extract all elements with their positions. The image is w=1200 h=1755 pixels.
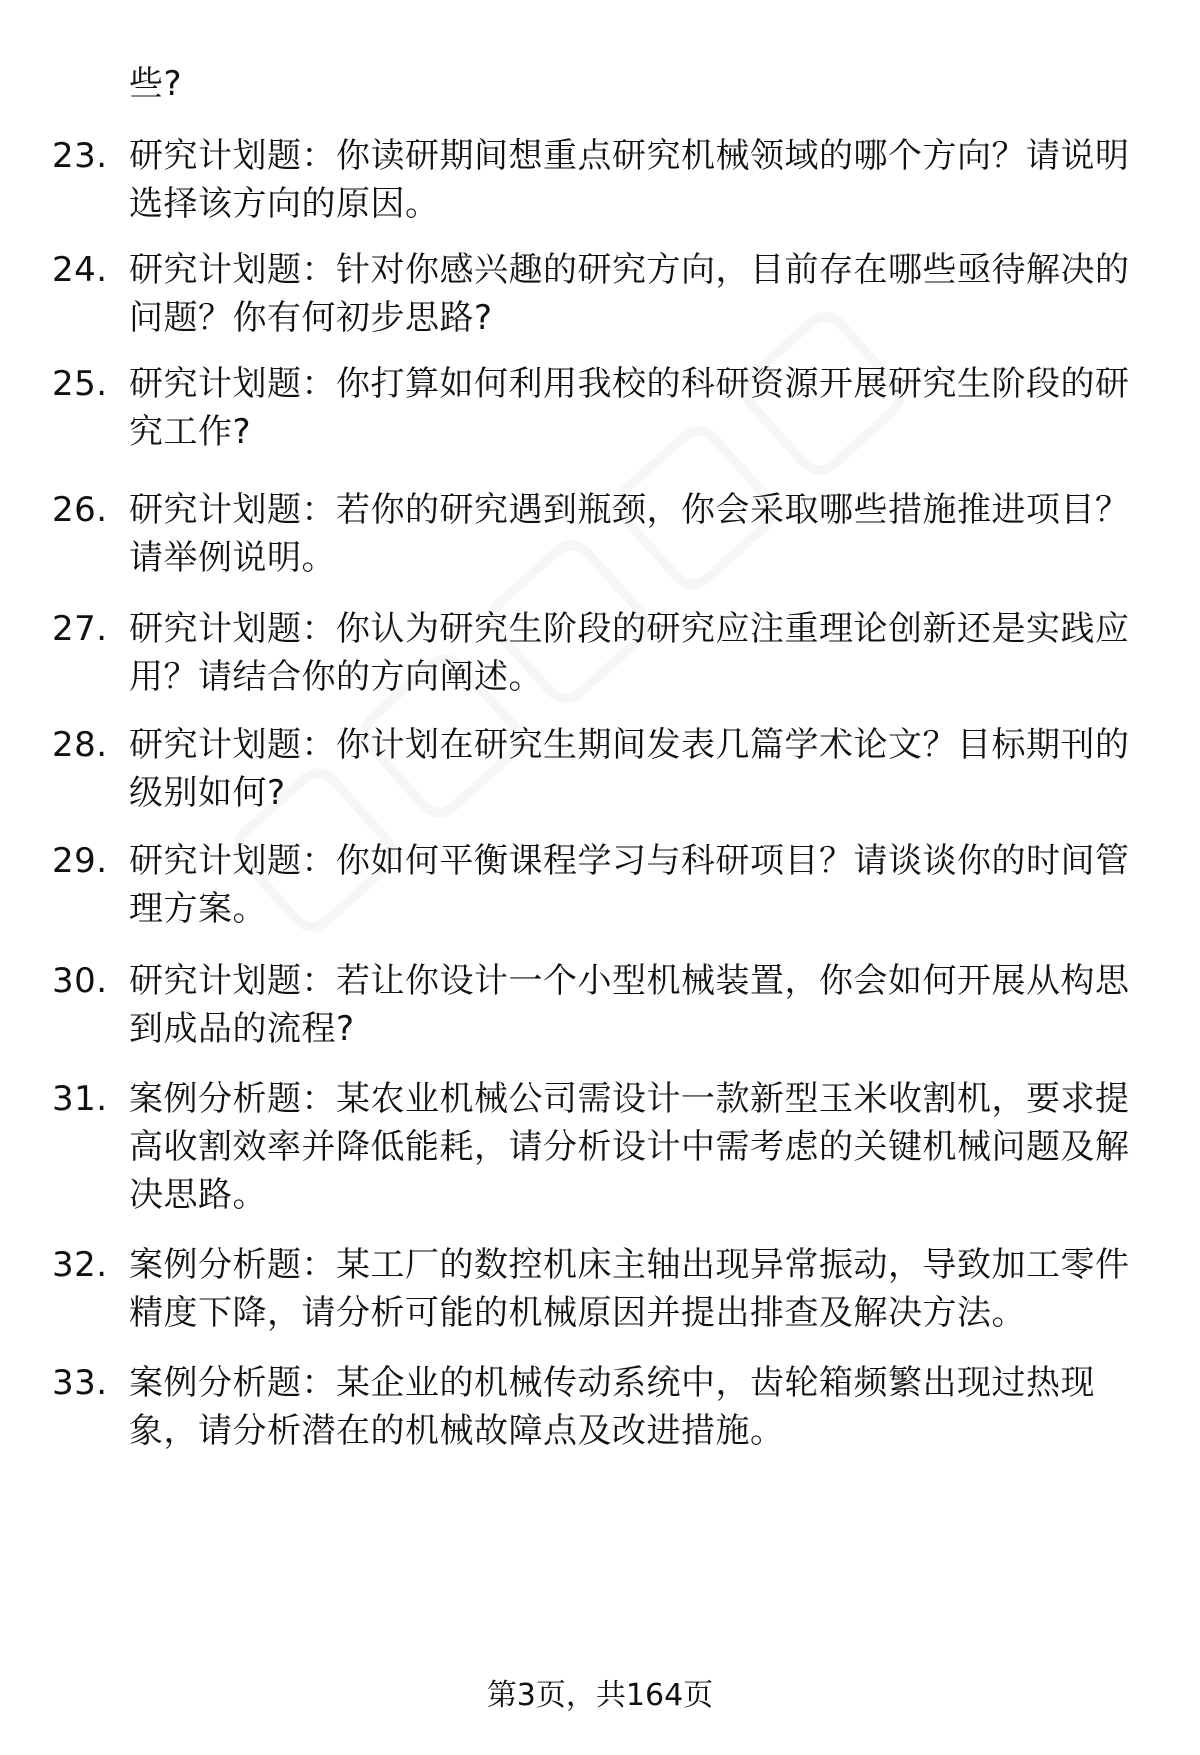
- question-number: 29.: [52, 841, 108, 881]
- question-text: 研究计划题：你认为研究生阶段的研究应注重理论创新还是实践应用？请结合你的方向阐述。: [129, 609, 1130, 697]
- question-number: 25.: [52, 364, 108, 404]
- question-item: [52, 957, 1147, 1053]
- question-number: 30.: [52, 961, 108, 1001]
- page-footer: 第3页，共164页: [486, 1678, 714, 1713]
- question-number: 33.: [52, 1363, 108, 1403]
- question-item: [52, 132, 1147, 228]
- continuation-text: 些?: [129, 64, 183, 104]
- question-text: 案例分析题：某工厂的数控机床主轴出现异常振动，导致加工零件精度下降，请分析可能的机械原因并提出排查及解决方法。: [129, 1245, 1130, 1333]
- question-text: 研究计划题：若让你设计一个小型机械装置，你会如何开展从构思到成品的流程?: [129, 961, 1130, 1049]
- question-item: [52, 605, 1147, 701]
- question-item: [52, 1241, 1147, 1337]
- question-text: 研究计划题：你如何平衡课程学习与科研项目？请谈谈你的时间管理方案。: [129, 841, 1130, 929]
- question-number: 28.: [52, 725, 108, 765]
- question-text: 案例分析题：某农业机械公司需设计一款新型玉米收割机，要求提高收割效率并降低能耗，请分析设计中需考虑的关键机械问题及解决思路。: [129, 1079, 1130, 1215]
- question-number: 27.: [52, 609, 108, 649]
- question-item: [52, 837, 1147, 933]
- question-text: 案例分析题：某企业的机械传动系统中，齿轮箱频繁出现过热现象，请分析潜在的机械故障点及改进措施。: [129, 1363, 1095, 1451]
- question-number: 24.: [52, 250, 108, 290]
- question-item: [52, 246, 1147, 342]
- question-item: [52, 1075, 1147, 1219]
- question-item: [52, 1359, 1147, 1455]
- question-item: [52, 486, 1147, 582]
- question-number: 26.: [52, 490, 108, 530]
- question-text: 研究计划题：你打算如何利用我校的科研资源开展研究生阶段的研究工作?: [129, 364, 1130, 452]
- question-text: 研究计划题：针对你感兴趣的研究方向，目前存在哪些亟待解决的问题？你有何初步思路?: [129, 250, 1130, 338]
- question-text: 研究计划题：你计划在研究生期间发表几篇学术论文？目标期刊的级别如何?: [129, 725, 1130, 813]
- question-item: [52, 360, 1147, 456]
- question-text: 研究计划题：若你的研究遇到瓶颈，你会采取哪些措施推进项目？请举例说明。: [129, 490, 1130, 578]
- question-number: 32.: [52, 1245, 108, 1285]
- question-item: [52, 721, 1147, 817]
- question-text: 研究计划题：你读研期间想重点研究机械领域的哪个方向？请说明选择该方向的原因。: [129, 136, 1130, 224]
- question-number: 31.: [52, 1079, 108, 1119]
- question-number: 23.: [52, 136, 108, 176]
